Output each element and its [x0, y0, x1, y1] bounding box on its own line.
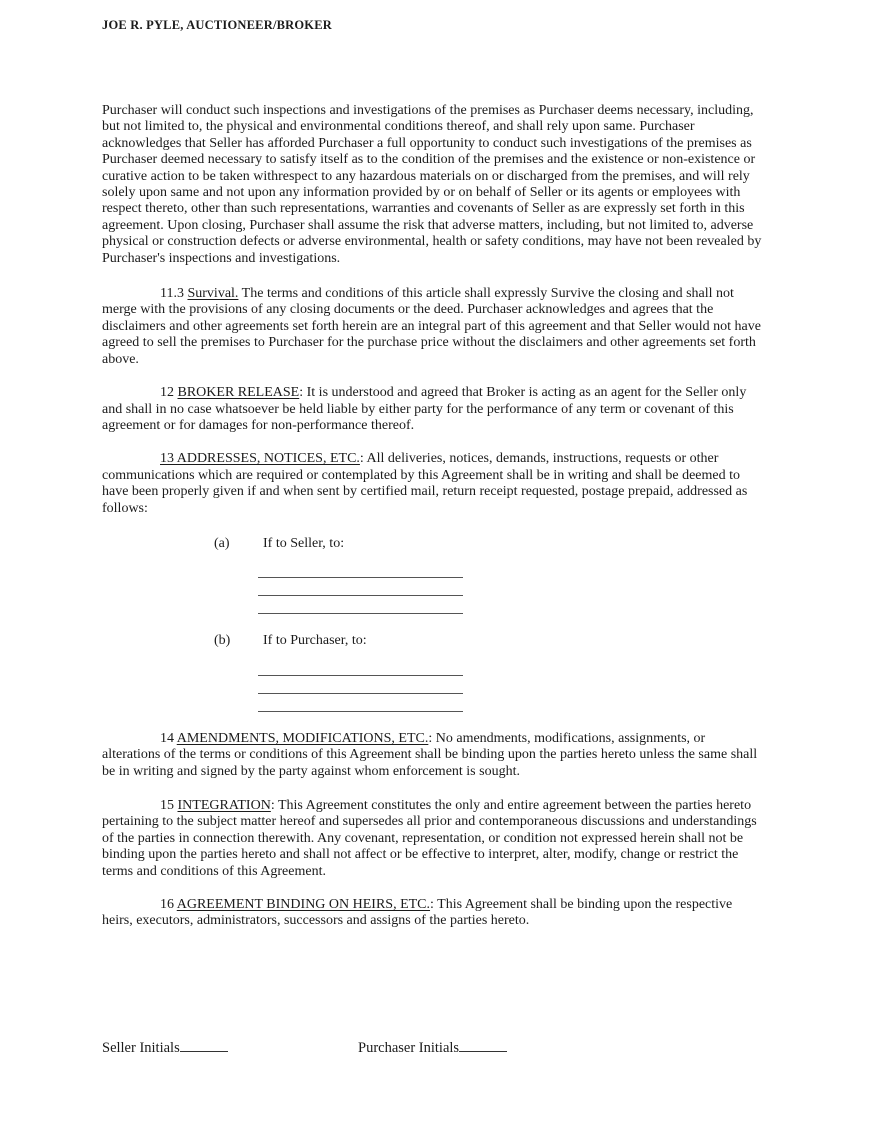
section-body: : No amendments, modifications, assignments, or alterations of the terms or conditions of this Agreement shall be binding upon the parties hereto unless the same shall be in writing and signed by the party against whom enforcement is sought. — [102, 730, 758, 779]
section-number: 16 — [160, 897, 177, 912]
notice-label: (b) — [214, 633, 231, 649]
section-body: : This Agreement shall be binding upon the respective heirs, executors, administrators, successors and assigns of the parties hereto. — [102, 897, 733, 929]
section-integration — [102, 798, 763, 880]
section-number: 14 — [160, 730, 177, 746]
section-heading: BROKER RELEASE — [177, 385, 300, 401]
seller-initials-blank — [180, 1037, 228, 1052]
section-number: 12 — [160, 385, 178, 401]
section-amendments — [102, 731, 763, 780]
section-body: The terms and conditions of this article shall expressly Survive the closing and shall not merge with the provisions of any closing documents or the deed. Purchaser acknowledges and agrees that the disclaimers and other agreements set forth herein are an integral part of this agreement and that Seller would not have agreed to sell the premises to Purchaser for the purchase price without the disclaimers and other agreements set forth above. — [102, 286, 761, 367]
purchaser-initials-cell — [358, 1037, 507, 1056]
purchaser-address-blanks — [258, 658, 463, 712]
notice-text: If to Seller, to: — [263, 535, 345, 551]
section-body: : All deliveries, notices, demands, instructions, requests or other communications which are required or contemplated by this Agreement shall be in writing and shall be deemed to have been properly given if and when sent by certified mail, return receipt requested, postage prepaid, addressed as follows: — [102, 451, 748, 516]
broker-header: JOE R. PYLE, AUCTIONEER/BROKER — [102, 18, 332, 32]
notice-label: (a) — [214, 535, 230, 551]
address-blank-line — [258, 596, 463, 614]
section-binding-heirs — [102, 897, 763, 930]
notice-text: If to Purchaser, to: — [263, 633, 367, 649]
purchaser-initials-blank — [459, 1037, 507, 1052]
section-broker-release — [102, 385, 763, 434]
section-heading: Survival. — [187, 286, 239, 302]
notice-item-seller — [214, 536, 763, 552]
section-body: : This Agreement constitutes the only and entire agreement between the parties hereto pertaining to the subject matter hereof and supersedes all prior and contemporaneous discussions and understandings of the parties in connection therewith. Any covenant, representation, or condition not expressed herein shall not be binding upon the parties hereto and shall not affect or be effective to interpret, alter, modify, change or restrict the terms and conditions of this Agreement. — [102, 797, 757, 879]
initials-footer — [102, 1037, 763, 1056]
notice-item-purchaser — [214, 633, 763, 649]
paragraph-inspections: Purchaser will conduct such inspections and investigations of the premises as Purchaser deems necessary, including, but not limited to, the physical and environmental conditions thereof, and shall rely upon same. Purchaser acknowledges that Seller has afforded Purchaser a full opportunity to conduct such investigations of the premises as Purchaser deemed necessary to satisfy itself as to the condition of the premises and the existence or non-existence or curative action to be taken withrespect to any hazardous materials on or discharged from the premises, and will rely solely upon same and not upon any information provided by or on behalf of Seller or its agents or employees with respect thereto, other than such representations, warranties and covenants of Seller as are expressly set forth in this agreement. Upon closing, Purchaser shall assume the risk that adverse matters, including, but not limited to, adverse physical or construction defects or adverse environmental, health or safety conditions, may have not been revealed by Purchaser's inspections and investigations. — [102, 103, 762, 266]
seller-initials-label: Seller Initials — [102, 1039, 180, 1056]
section-addresses-notices — [102, 451, 763, 517]
seller-address-blanks — [258, 560, 463, 614]
address-blank-line — [258, 676, 463, 694]
address-blank-line — [258, 578, 463, 596]
address-blank-line — [258, 658, 463, 676]
section-number: 15 — [160, 797, 178, 813]
address-blank-line — [258, 560, 463, 578]
section-survival — [102, 286, 763, 368]
section-body: : It is understood and agreed that Broker is acting as an agent for the Seller only and shall in no case whatsoever be held liable by either party for the performance of any term or covenant of this agreement or for damages for non-performance thereof. — [102, 385, 747, 433]
section-heading: 13 ADDRESSES, NOTICES, ETC. — [160, 451, 360, 467]
address-blank-line — [258, 694, 463, 712]
section-heading: AMENDMENTS, MODIFICATIONS, ETC. — [176, 730, 429, 746]
section-number: 11.3 — [160, 286, 188, 302]
seller-initials-cell — [102, 1037, 358, 1056]
section-heading: AGREEMENT BINDING ON HEIRS, ETC. — [176, 897, 431, 912]
section-heading: INTEGRATION — [177, 797, 271, 813]
purchaser-initials-label: Purchaser Initials — [358, 1039, 460, 1056]
